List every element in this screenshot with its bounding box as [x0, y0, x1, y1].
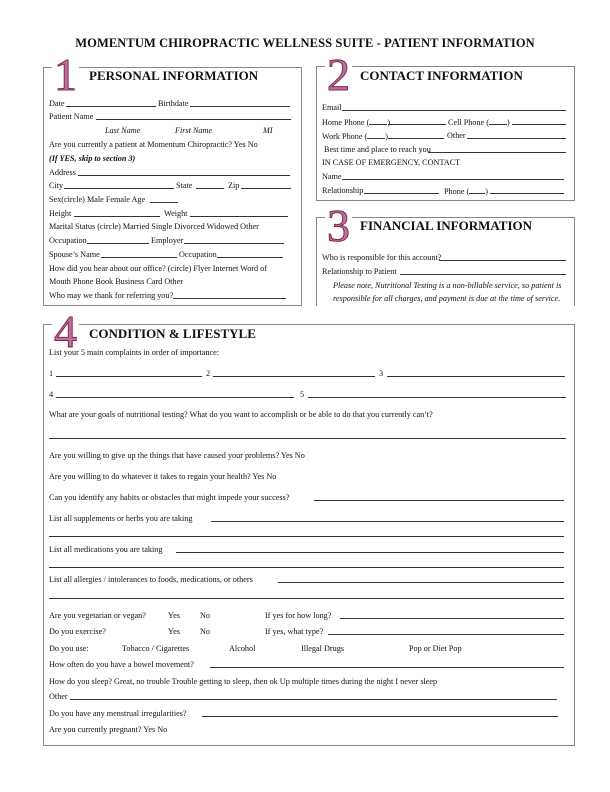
emergency-name-field[interactable]	[342, 179, 564, 180]
section-number-2: 2	[327, 49, 350, 100]
complaints-label: List your 5 main complaints in order of importance:	[49, 348, 220, 357]
pop-option: Pop or Diet Pop	[409, 644, 462, 653]
menstrual-field[interactable]	[202, 716, 558, 717]
obstacles-label: Can you identify any habits or obstacles that might impede your success?	[49, 493, 290, 502]
supplements-label: List all supplements or herbs you are taking	[49, 514, 193, 523]
spouse-name-label: Spouse’s Name	[49, 250, 100, 259]
give-up-question: Are you willing to give up the things that have caused your problems? Yes No	[49, 451, 305, 460]
complaint-3-number: 3	[379, 369, 384, 378]
menstrual-question: Do you have any menstrual irregularities?	[49, 709, 187, 718]
emergency-phone-label: Phone ( )	[444, 187, 488, 196]
cell-phone-label: Cell Phone ( )	[448, 118, 510, 127]
state-field[interactable]	[196, 188, 224, 189]
alcohol-option: Alcohol	[229, 644, 256, 653]
address-field[interactable]	[78, 175, 290, 176]
referring-field[interactable]	[173, 298, 286, 299]
exercise-question: Do you exercise?	[49, 627, 106, 636]
whatever-it-takes-question: Are you willing to do whatever it takes to regain your health? Yes No	[49, 472, 277, 481]
complaint-2-field[interactable]	[213, 376, 375, 377]
height-field[interactable]	[74, 216, 160, 217]
sleep-other-label: Other	[49, 692, 68, 701]
section-number-4: 4	[54, 306, 77, 357]
complaint-5-number: 5	[300, 390, 305, 399]
emergency-heading: IN CASE OF EMERGENCY, CONTACT	[322, 158, 461, 167]
email-field[interactable]	[342, 110, 566, 111]
marital-status-label: Marital Status (circle) Married Single Divorced Widowed Other	[49, 222, 259, 231]
best-time-field[interactable]	[428, 152, 566, 153]
how-long-label: If yes for how long?	[265, 611, 332, 620]
height-label: Height	[49, 209, 72, 218]
first-name-caption: First Name	[175, 126, 213, 135]
responsible-field[interactable]	[439, 260, 566, 261]
employer-field[interactable]	[184, 243, 284, 244]
contact-heading: CONTACT INFORMATION	[360, 68, 523, 83]
billing-note-line-2: responsible for all charges, and payment is due at the time of service.	[333, 294, 561, 303]
weight-field[interactable]	[190, 216, 288, 217]
home-phone-field[interactable]	[388, 124, 446, 125]
goals-field[interactable]	[49, 438, 566, 439]
do-you-use-label: Do you use:	[49, 644, 89, 653]
current-patient-question: Are you currently a patient at Momentum Chiropractic? Yes No	[49, 140, 258, 149]
responsible-label: Who is responsible for this account?	[322, 253, 442, 262]
how-long-field[interactable]	[340, 618, 564, 619]
state-label: State	[176, 181, 193, 190]
page-title: MOMENTUM CHIROPRACTIC WELLNESS SUITE - PATIENT INFORMATION	[75, 36, 535, 50]
occupation-field[interactable]	[87, 243, 149, 244]
complaint-4-field[interactable]	[56, 397, 294, 398]
spouse-occupation-field[interactable]	[217, 257, 283, 258]
complaint-4-number: 4	[49, 390, 54, 399]
complaint-5-field[interactable]	[308, 397, 566, 398]
work-phone-field[interactable]	[388, 138, 444, 139]
birthdate-label: Birthdate	[158, 99, 189, 108]
sleep-question: How do you sleep? Great, no trouble Trouble getting to sleep, then ok Up multiple times during the night I never sleep	[49, 677, 438, 686]
address-label: Address	[49, 168, 76, 177]
illegal-drugs-option: Illegal Drugs	[301, 644, 344, 653]
allergies-label: List all allergies / intolerances to foods, medications, or others	[49, 575, 253, 584]
city-field[interactable]	[64, 188, 174, 189]
supplements-field[interactable]	[211, 521, 564, 522]
zip-label: Zip	[228, 181, 240, 190]
medications-label: List all medications you are taking	[49, 545, 163, 554]
condition-heading: CONDITION & LIFESTYLE	[89, 326, 256, 341]
birthdate-field[interactable]	[190, 106, 290, 107]
vegetarian-yes: Yes	[168, 611, 180, 620]
allergies-field-2[interactable]	[49, 598, 564, 599]
bowel-question: How often do you have a bowel movement?	[49, 660, 194, 669]
complaint-1-field[interactable]	[56, 376, 202, 377]
sex-age-label: Sex(circle) Male Female Age	[49, 195, 146, 204]
emergency-name-label: Name	[322, 172, 342, 181]
section-number-1: 1	[54, 49, 77, 100]
spouse-name-field[interactable]	[101, 257, 177, 258]
what-type-field[interactable]	[328, 634, 564, 635]
medications-field[interactable]	[176, 552, 564, 553]
email-label: Email	[322, 103, 342, 112]
emergency-phone-field[interactable]	[490, 193, 564, 194]
work-phone-label: Work Phone ( )	[322, 132, 389, 141]
emergency-relationship-field[interactable]	[364, 193, 439, 194]
other-phone-field[interactable]	[467, 138, 566, 139]
relationship-to-patient-field[interactable]	[400, 274, 566, 275]
goals-question: What are your goals of nutritional testing? What do you want to accomplish or be able to do that you currently can’t?	[49, 410, 433, 419]
complaint-2-number: 2	[206, 369, 211, 378]
supplements-field-2[interactable]	[49, 536, 564, 537]
relationship-to-patient-label: Relationship to Patient	[322, 267, 397, 276]
vegetarian-question: Are you vegetarian or vegan?	[49, 611, 146, 620]
sleep-other-field[interactable]	[70, 699, 557, 700]
city-label: City	[49, 181, 64, 190]
home-phone-label: Home Phone ( )	[322, 118, 391, 127]
employer-label: Employer	[151, 236, 184, 245]
pregnant-question: Are you currently pregnant? Yes No	[49, 725, 168, 734]
hear-about-options: Mouth Phone Book Business Card Other	[49, 277, 183, 286]
date-label: Date	[49, 99, 65, 108]
what-type-label: If yes, what type?	[265, 627, 324, 636]
if-yes-note: (If YES, skip to section 3)	[49, 154, 136, 163]
other-phone-label: Other	[447, 131, 466, 140]
medications-field-2[interactable]	[49, 567, 564, 568]
personal-heading: PERSONAL INFORMATION	[89, 68, 259, 83]
exercise-no: No	[200, 627, 211, 636]
best-time-label: Best time and place to reach you	[324, 145, 431, 154]
tobacco-option: Tobacco / Cigarettes	[122, 644, 190, 653]
financial-heading: FINANCIAL INFORMATION	[360, 218, 533, 233]
spouse-occupation-label: Occupation	[179, 250, 217, 259]
mi-caption: MI	[263, 126, 273, 135]
cell-phone-field[interactable]	[512, 124, 566, 125]
date-field[interactable]	[66, 106, 156, 107]
referring-label: Who may we thank for referring you?	[49, 291, 174, 300]
occupation-label: Occupation	[49, 236, 87, 245]
allergies-field[interactable]	[278, 582, 564, 583]
zip-field[interactable]	[241, 188, 291, 189]
last-name-caption: Last Name	[105, 126, 141, 135]
weight-label: Weight	[164, 209, 188, 218]
age-field[interactable]	[150, 202, 178, 203]
complaint-3-field[interactable]	[387, 376, 565, 377]
patient-name-label: Patient Name	[49, 112, 94, 121]
hear-about-question: How did you hear about our office? (circle) Flyer Internet Word of	[49, 264, 267, 273]
obstacles-field[interactable]	[314, 500, 564, 501]
billing-note-line-1: Please note, Nutritional Testing is a non-billable service, so patient is	[333, 281, 562, 290]
exercise-yes: Yes	[168, 627, 180, 636]
emergency-relationship-label: Relationship	[322, 186, 364, 195]
vegetarian-no: No	[200, 611, 211, 620]
patient-name-field[interactable]	[96, 119, 291, 120]
complaint-1-number: 1	[49, 369, 54, 378]
bowel-field[interactable]	[210, 667, 564, 668]
section-number-3: 3	[327, 200, 350, 251]
